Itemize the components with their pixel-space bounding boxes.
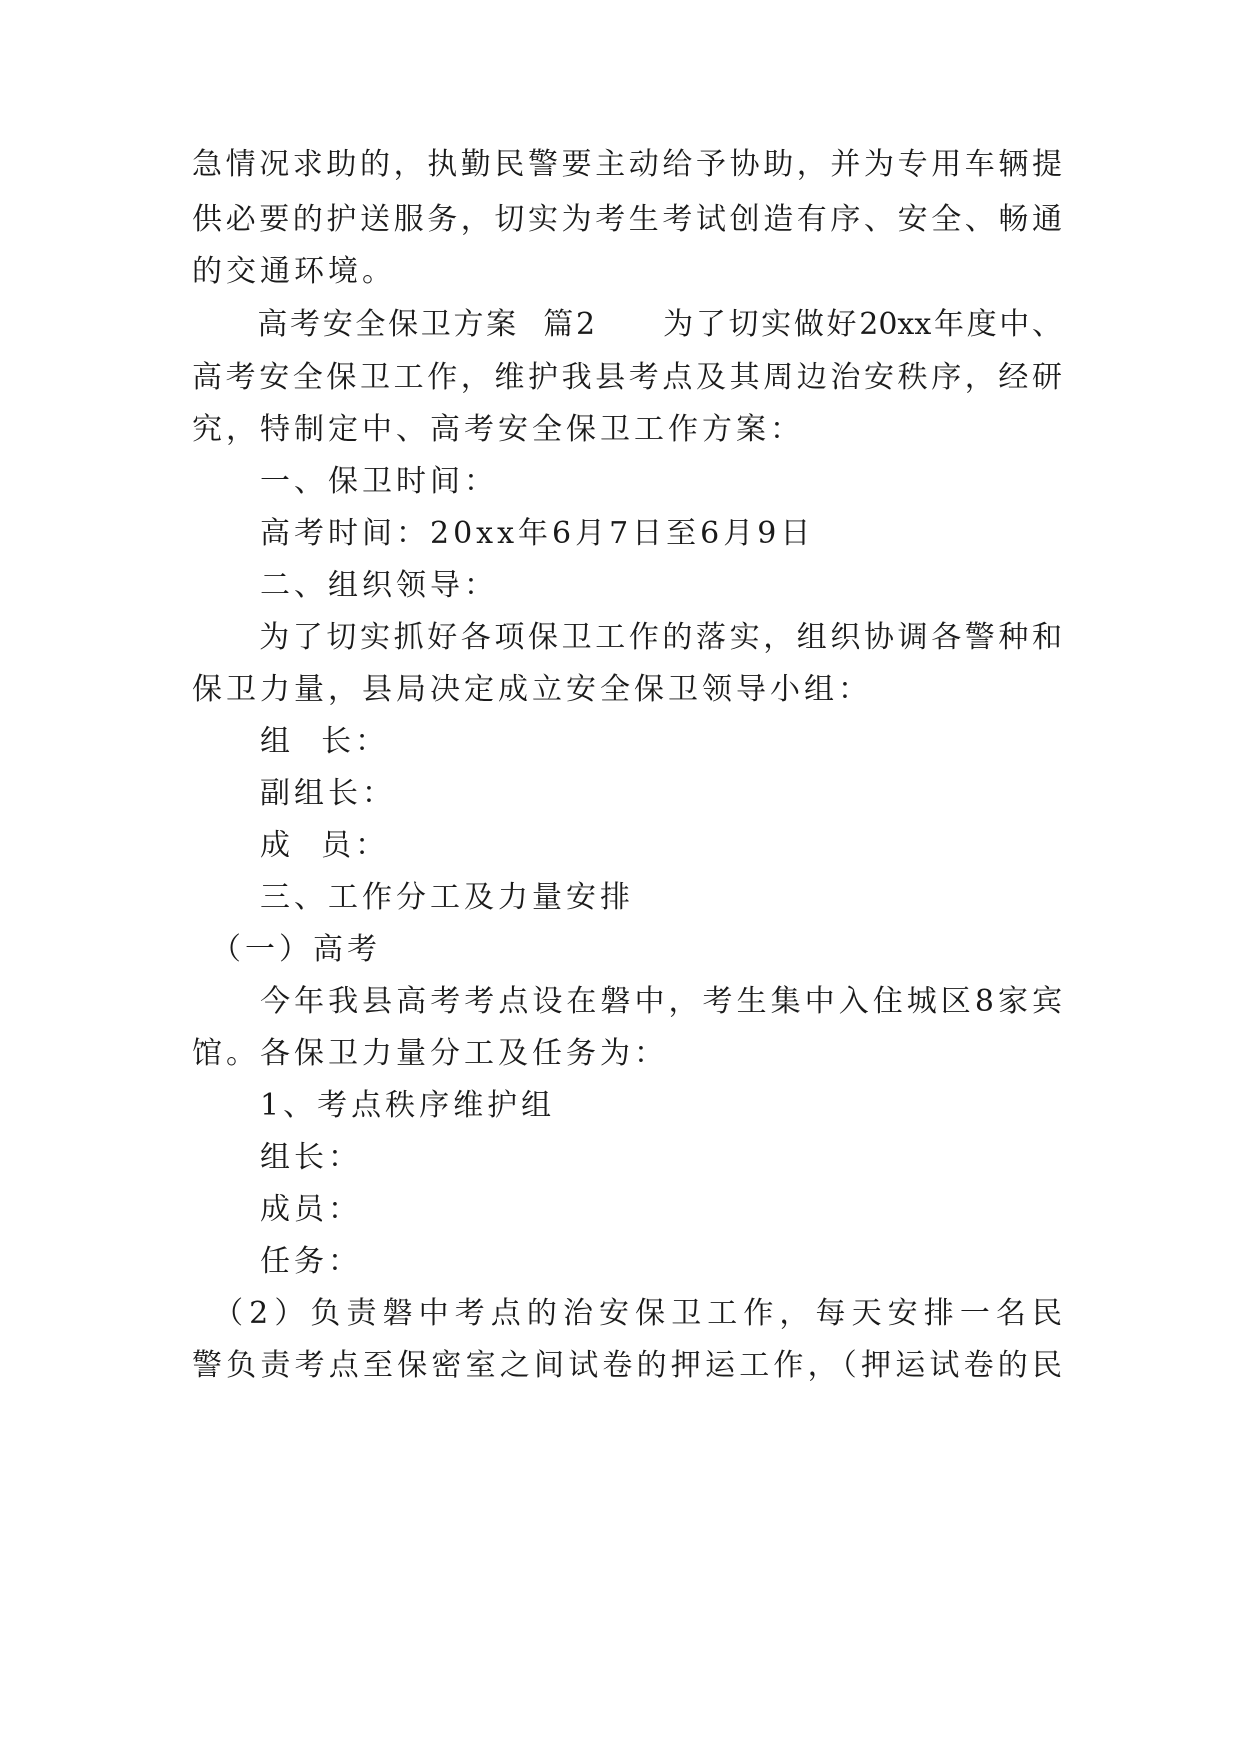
text-line: 警负责考点至保密室之间试卷的押运工作，（押运试卷的民 bbox=[192, 1348, 1062, 1383]
text-line: 究，特制定中、高考安全保卫工作方案： bbox=[192, 412, 804, 447]
text-line: 成 员： bbox=[192, 828, 390, 863]
subheading: （一）高考 bbox=[192, 932, 381, 967]
text-line: 1、考点秩序维护组 bbox=[192, 1088, 556, 1123]
text-line: 急情况求助的，执勤民警要主动给予协助，并为专用车辆提 bbox=[192, 147, 1062, 182]
text-line: 供必要的护送服务，切实为考生考试创造有序、安全、畅通 bbox=[192, 202, 1062, 237]
text-line: 任务： bbox=[192, 1244, 362, 1279]
subheading: 三、工作分工及力量安排 bbox=[192, 880, 634, 915]
section-heading: 高考安全保卫方案 篇2 为了切实做好20xx年度中、 bbox=[192, 307, 1062, 342]
text-line: 的交通环境。 bbox=[192, 254, 396, 289]
subheading: 一、保卫时间： bbox=[192, 464, 498, 499]
text-line: 副组长： bbox=[192, 776, 396, 811]
text-line: 馆。各保卫力量分工及任务为： bbox=[192, 1036, 668, 1071]
text-line: 为了切实抓好各项保卫工作的落实，组织协调各警种和 bbox=[192, 620, 1062, 655]
text-line: 高考时间：20xx年6月7日至6月9日 bbox=[192, 516, 815, 551]
text-line: 今年我县高考考点设在磐中，考生集中入住城区8家宾 bbox=[192, 984, 1062, 1019]
subheading: 二、组织领导： bbox=[192, 568, 498, 603]
text-line: 保卫力量，县局决定成立安全保卫领导小组： bbox=[192, 672, 872, 707]
text-line: 高考安全保卫工作，维护我县考点及其周边治安秩序，经研 bbox=[192, 360, 1062, 395]
text-line: 组 长： bbox=[192, 724, 390, 759]
text-line: 成员： bbox=[192, 1192, 362, 1227]
text-line: 组长： bbox=[192, 1140, 362, 1175]
text-line: （2）负责磐中考点的治安保卫工作，每天安排一名民 bbox=[192, 1296, 1062, 1331]
